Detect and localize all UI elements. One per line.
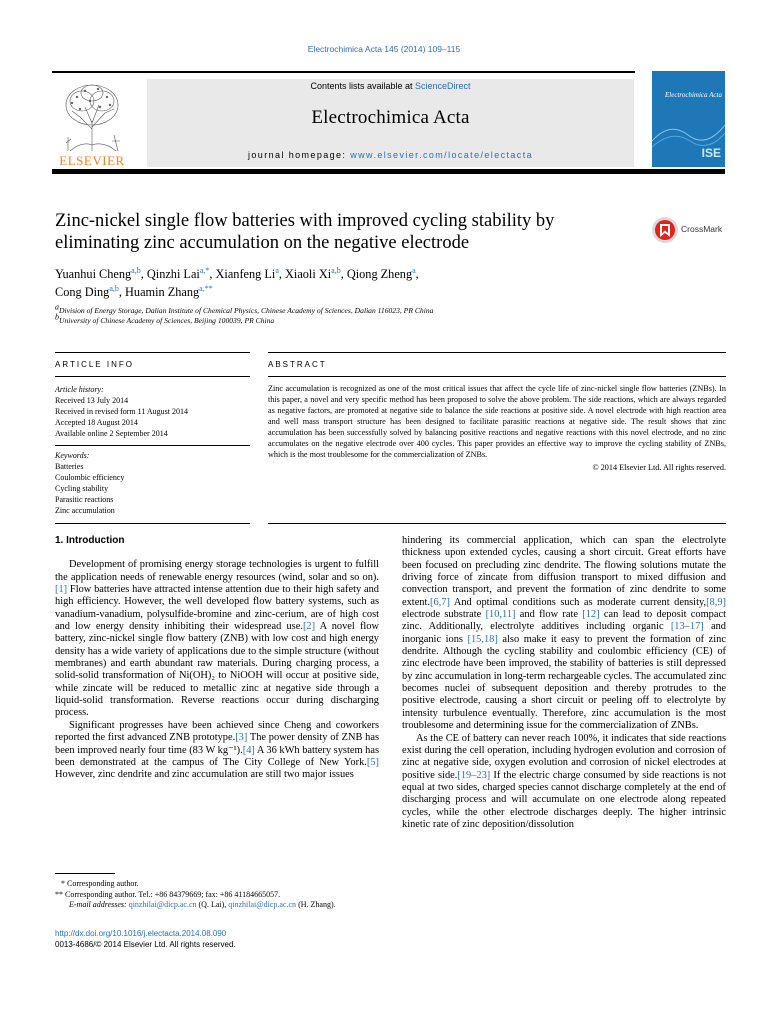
article-title (55, 210, 645, 254)
abstract-heading: ABSTRACT (268, 360, 327, 369)
author-list (55, 265, 705, 301)
abstract-copyright: © 2014 Elsevier Ltd. All rights reserved. (592, 463, 726, 472)
author-separator: , (340, 267, 347, 281)
corresponding-author-note-1: * Corresponding author. (61, 879, 139, 888)
author-name: Xiaoli Xi (285, 267, 332, 281)
abstract-top-rule (268, 352, 726, 353)
author-separator: , (278, 267, 286, 281)
body-paragraph (55, 559, 379, 719)
journal-header (52, 71, 725, 175)
author-separator: , (140, 267, 147, 281)
contents-prefix: Contents lists available at (310, 81, 416, 91)
affiliation-mark: a (55, 302, 59, 312)
reference-link[interactable]: [10,11] (485, 609, 516, 621)
reference-link[interactable]: [6,7] (430, 596, 450, 608)
right-column-paragraphs (402, 535, 726, 831)
paragraph-text: A 36 kWh battery system has been demonstrated at the campus of The City College of New York. (55, 744, 379, 768)
reference-link[interactable]: [15,18] (467, 633, 498, 645)
article-info-mid-rule (55, 376, 250, 377)
header-top-rule (52, 71, 635, 73)
affiliation-mark: b (55, 312, 59, 322)
reference-link[interactable]: [4] (242, 744, 255, 756)
author-separator: , (209, 267, 216, 281)
header-bottom-rule (52, 169, 725, 174)
author-name: Cong Ding (55, 285, 110, 299)
footnotes (55, 879, 385, 911)
affiliation-text: University of Chinese Academy of Sciences, Beijing 100039, PR China (59, 316, 275, 325)
paragraph-text: electrode substrate (402, 609, 486, 621)
email-label: E-mail addresses: (69, 900, 127, 910)
journal-citation[interactable]: Electrochimica Acta 145 (2014) 109–115 (307, 44, 461, 54)
reference-link[interactable]: [13–17] (670, 621, 704, 633)
article-info-column (55, 384, 250, 516)
paragraph-text: hindering its commercial application, which can span the electrolyte thickness upon extended cycles, causing a short circuit. Great efforts have been focused on precluding zinc dendrite. The flowing solutions mutate the driving force of zincate from diffusion transport to mixed diffusion and convection transport, and prevent the formation of zinc dendrite to some extent. (402, 535, 726, 608)
author-affiliation-mark[interactable]: a (412, 265, 416, 275)
paragraph-text: And optimal conditions such as moderate current density, (449, 596, 707, 608)
article-info-bottom-rule (55, 523, 250, 524)
reference-link[interactable]: [19–23] (457, 769, 491, 781)
reference-link[interactable]: [1] (55, 584, 68, 596)
abstract-bottom-rule (268, 523, 726, 524)
paragraph-text: Flow batteries have attracted intense attention due to their high safety and high efficiency. However, the well developed flow battery systems, such as vanadium-vanadium, polysulfide-bromine and zinc-cerium, are of high cost and low energy density inhibiting their widespread use. (55, 584, 379, 633)
cover-ise-badge: ISE (701, 146, 721, 160)
author-name: Qiong Zheng (346, 267, 413, 281)
corresponding-author-note-2: ** Corresponding author. Tel.: +86 84379669; fax: +86 41184665057. (55, 889, 281, 899)
author-affiliation-mark[interactable]: a,b (131, 265, 141, 275)
paragraph-text: and flow rate (515, 609, 583, 621)
elsevier-wordmark: ELSEVIER (59, 153, 125, 167)
footnote-rule (55, 873, 115, 874)
author-name: Huamin Zhang (125, 285, 200, 299)
journal-name: Electrochimica Acta (311, 107, 470, 128)
article-history-heading: Article history: (55, 385, 104, 394)
paragraph-text: However, zinc dendrite and zinc accumulation are still two major issues (55, 769, 354, 781)
affiliations (55, 302, 705, 326)
homepage-prefix: journal homepage: (247, 150, 351, 160)
keyword-item: Coulombic efficiency (55, 473, 125, 482)
affiliation-a (55, 302, 705, 316)
author-affiliation-mark[interactable]: a,** (199, 283, 213, 293)
doi-link[interactable]: http://dx.doi.org/10.1016/j.electacta.2014.08.090 (55, 929, 227, 938)
email-owner: (Q. Lai), (196, 900, 229, 910)
author-separator: , (118, 285, 126, 299)
body-paragraph (55, 720, 379, 782)
paragraph-text: Significant progresses have been achieved since Cheng and coworkers reported the first advanced ZNB prototype. (55, 719, 379, 744)
email-addresses (55, 900, 385, 911)
paragraph-text: The power density of ZNB has been improved nearly four time (83 W kg⁻¹). (55, 732, 379, 756)
journal-banner (147, 79, 634, 167)
reference-link[interactable]: [5] (366, 756, 379, 768)
doi-block (55, 928, 385, 950)
paragraph-text: also make it easy to prevent the formation of zinc dendrite. Although the cycling stability and coulombic efficiency (CE) of zinc electrode have been improved, the stability of batteries is still depressed by zinc accumulation in long-term rechargeable cycles. The accumulated zinc becomes nuclei of subsequent deposition and thereby protrudes to the positive electrode, causing a short circuit or peeling off to electrolyte by intensity turbulence eventually. Therefore, zinc accumulation is the most troublesome and determining issue for the commercialization of ZNBs. (402, 633, 726, 732)
body-left-column (55, 535, 379, 782)
paragraph-text: A novel flow battery, zinc-nickel single flow battery (ZNB) with low cost and high energy density has a wide variety of applications due to the simple structure (without membranes) and earth abundant raw materials. During charging process, a solid-solid transformation of Ni(OH)₂ to NiOOH will occur at positive side, while zincate will be reduced to metallic zinc at negative side through a liquid-solid transformation. Reverse reactions occur during discharging process. (55, 621, 379, 719)
author-affiliation-mark[interactable]: a (275, 265, 279, 275)
affiliation-text: Division of Energy Storage, Dalian Institute of Chemical Physics, Chinese Academy of Sciences, Dalian 116023, PR China (59, 306, 434, 315)
keyword-item: Cycling stability (55, 484, 109, 493)
paragraph-text: If the electric charge consumed by side reactions is not equal at two sides, charged species cannot discharge completely at the end of discharging process and will accumulate on one electrode along repeated cycles, while the other electrode discharges deeply. The higher intrinsic kinetic rate of zinc deposition/dissolution (402, 769, 726, 830)
journal-cover-thumbnail (652, 71, 725, 167)
body-paragraph (402, 535, 726, 733)
keyword-item: Parasitic reactions (55, 495, 114, 504)
paragraph-text: Development of promising energy storage technologies is urgent to fulfill the application needs of renewable energy resources (wind, solar and so on). (55, 559, 379, 583)
journal-homepage-link[interactable]: www.elsevier.com/locate/electacta (350, 150, 534, 160)
cover-title: Electrochimica Acta (665, 91, 722, 99)
paragraph-text: and inorganic ions (402, 621, 726, 645)
author-name: Qinzhi Lai (146, 267, 200, 281)
author-affiliation-mark[interactable]: a,b (331, 265, 341, 275)
reference-link[interactable]: [3] (235, 732, 248, 744)
history-item: Received in revised form 11 August 2014 (55, 407, 189, 416)
reference-link[interactable]: [2] (302, 621, 316, 633)
history-item: Received 13 July 2014 (55, 396, 129, 405)
author-name: Yuanhui Cheng (55, 267, 132, 281)
article-title-line-2: eliminating zinc accumulation on the negative electrode (55, 233, 470, 253)
body-right-column (402, 535, 726, 831)
issn-copyright: 0013-4686/© 2014 Elsevier Ltd. All rights reserved. (55, 940, 236, 949)
keyword-item: Zinc accumulation (55, 506, 115, 515)
cover-wave-graphic (652, 111, 725, 151)
abstract-paragraph: Zinc accumulation is recognized as one of the most critical issues that affect the cycle life of zinc-nickel single flow batteries (ZNBs). In this paper, a novel and very specific method has been proposed to solve the above problem. The side reactions, which are always regarded as negative factors, are promoted at negative side to balance the side reactions at positive side. A novel electrode with high reaction area and well mass transport structure has been designed to facilitate parasitic reactions at negative side. The result shows that zinc accumulation has been successfully solved by balancing positive reactions and negative reactions with this novel electrode, and no zinc accumulates on the negative electrode over 400 cycles. This paper provides an effective way to improve the cycling stability of ZNBs, which is the most troublesome for the commercialization of ZNBs. (268, 384, 726, 459)
reference-link[interactable]: [12] (582, 609, 600, 621)
paragraph-text: As the CE of battery can never reach 100%, it indicates that side reactions exist during the cell operation, including hydrogen evolution and corrosion of zinc at negative side, oxygen evolution and corrosion of nickel electrodes at positive side. (402, 732, 726, 781)
email-link[interactable]: qinzhilai@dicp.ac.cn (128, 900, 197, 910)
section-heading-introduction: 1. Introduction (55, 535, 125, 546)
article-title-line-1: Zinc-nickel single flow batteries with improved cycling stability by (55, 211, 555, 231)
sciencedirect-link[interactable]: ScienceDirect (415, 81, 471, 91)
email-owner: (H. Zhang). (296, 900, 336, 910)
keywords-heading: Keywords: (55, 451, 90, 460)
author-name: Xianfeng Li (215, 267, 276, 281)
elsevier-tree-logo (52, 77, 132, 167)
email-link[interactable]: qinzhilai@dicp.ac.cn (228, 900, 297, 910)
paragraph-text: can lead to deposit compact zinc. Additionally, electrolyte additives including organic (402, 609, 726, 633)
abstract-mid-rule (268, 376, 726, 377)
crossmark-button[interactable] (651, 215, 741, 245)
author-separator: , (415, 267, 419, 281)
body-paragraph (402, 733, 726, 832)
author-affiliation-mark[interactable]: a,b (109, 283, 119, 293)
history-item: Accepted 18 August 2014 (55, 418, 138, 427)
crossmark-icon (651, 215, 679, 245)
keywords-rule (55, 445, 250, 446)
author-affiliation-mark[interactable]: a,* (199, 265, 210, 275)
article-info-heading: ARTICLE INFO (55, 360, 134, 369)
abstract-body (268, 383, 726, 473)
journal-homepage-line (147, 150, 634, 160)
history-item: Available online 2 September 2014 (55, 429, 168, 438)
reference-link[interactable]: [8,9] (706, 596, 726, 608)
article-info-top-rule (55, 352, 250, 353)
contents-available-line (147, 79, 634, 93)
affiliation-b (55, 312, 705, 326)
left-column-paragraphs (55, 559, 379, 781)
keyword-item: Batteries (55, 462, 84, 471)
crossmark-label: CrossMark (681, 224, 723, 234)
